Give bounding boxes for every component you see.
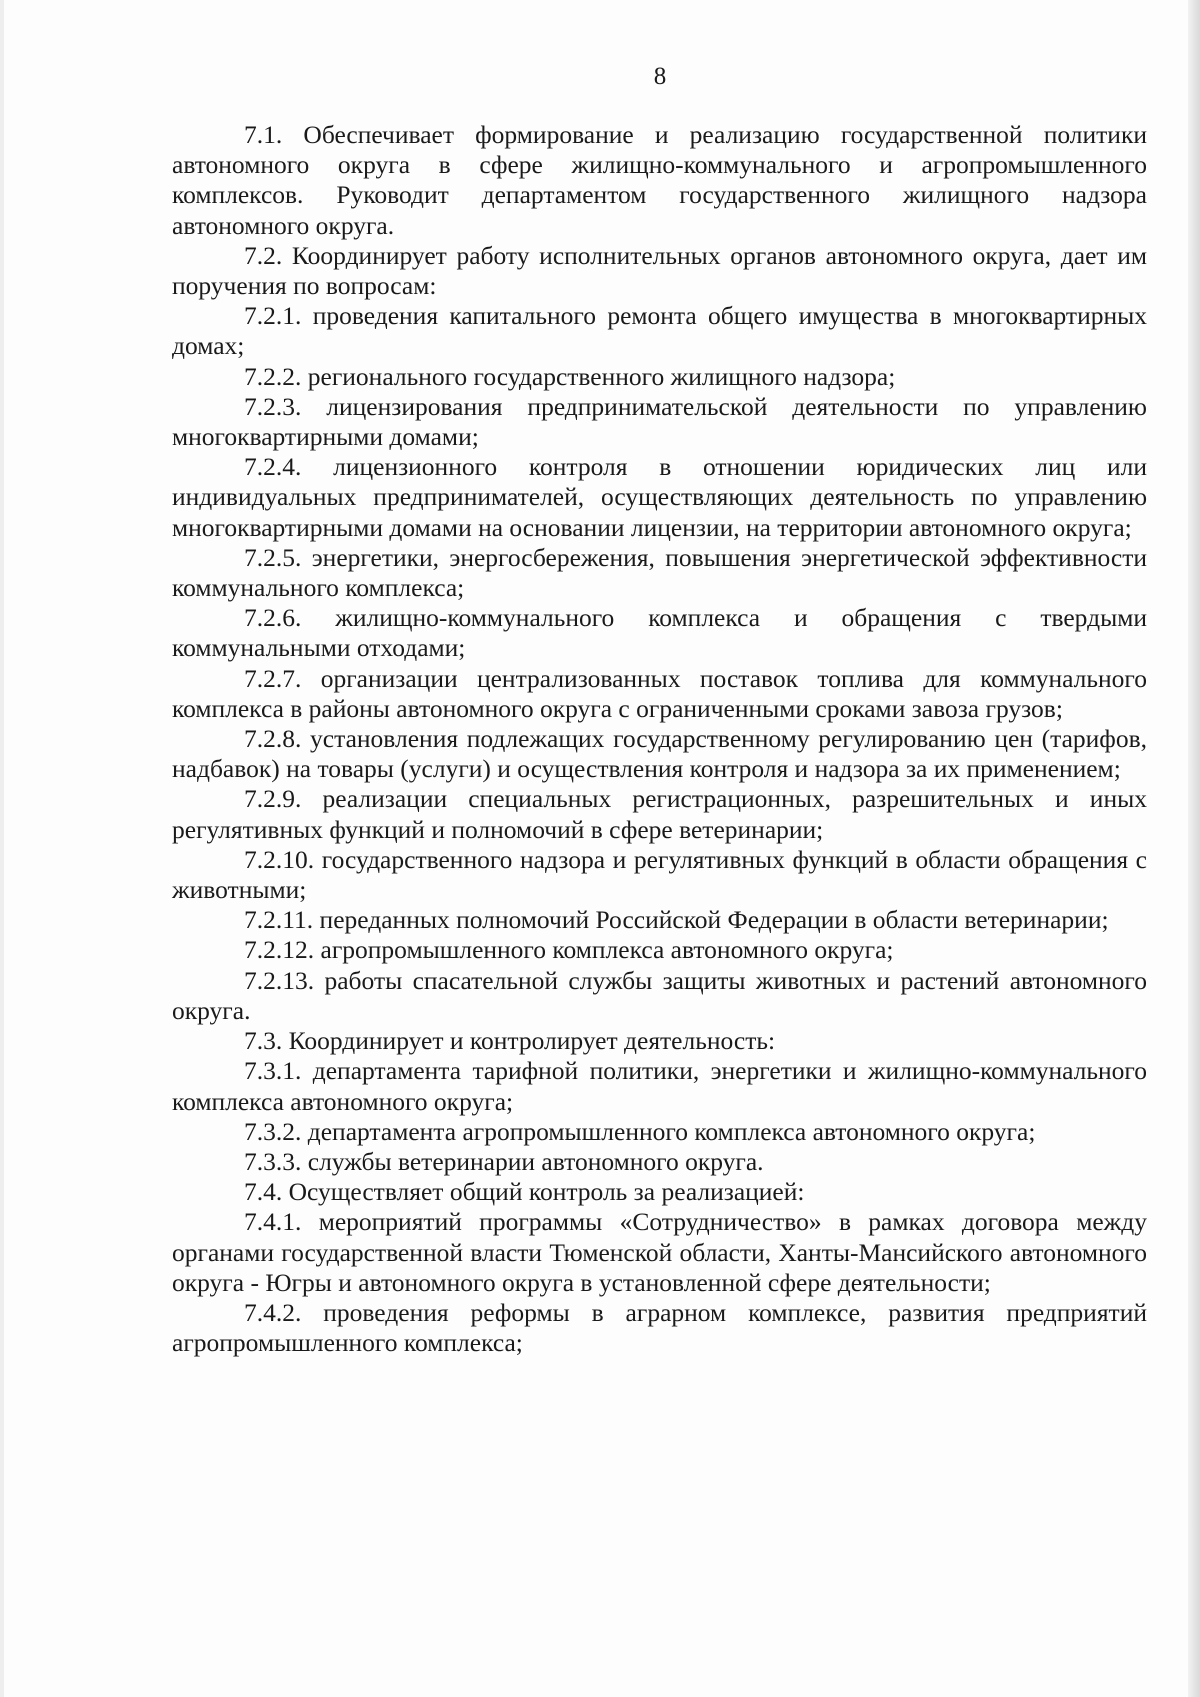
page-right-edge <box>1188 0 1200 1697</box>
paragraph-7-3-3: 7.3.3. службы ветеринарии автономного округа. <box>244 1146 764 1176</box>
paragraph-7-2-10: 7.2.10. государственного надзора и регулятивных функций в области обращения с животными; <box>172 844 1147 905</box>
paragraph-7-3: 7.3. Координирует и контролирует деятельность: <box>244 1026 776 1056</box>
page-number: 8 <box>653 63 667 90</box>
paragraph-7-2-3: 7.2.3. лицензирования предпринимательской деятельности по управлению многоквартирными домами; <box>172 391 1147 452</box>
paragraph-7-2-9: 7.2.9. реализации специальных регистрационных, разрешительных и иных регулятивных функций и полномочий в сфере ветеринарии; <box>172 784 1147 844</box>
paragraph-7-2-1: 7.2.1. проведения капитального ремонта общего имущества в многоквартирных домах; <box>172 301 1147 361</box>
paragraph-7-3-1: 7.3.1. департамента тарифной политики, энергетики и жилищно-коммунального комплекса автономного округа; <box>172 1056 1147 1116</box>
paragraph-7-2-11: 7.2.11. переданных полномочий Российской Федерации в области ветеринарии; <box>244 905 1109 935</box>
paragraph-7-2-12: 7.2.12. агропромышленного комплекса автономного округа; <box>244 935 894 965</box>
paragraph-7-2-2: 7.2.2. регионального государственного жилищного надзора; <box>244 361 896 391</box>
paragraph-7-3-2: 7.3.2. департамента агропромышленного комплекса автономного округа; <box>244 1116 1036 1146</box>
paragraph-7-2-8: 7.2.8. установления подлежащих государственному регулированию цен (тарифов, надбавок) на товары (услуги) и осуществления контроля и надзора за их применением; <box>172 724 1147 784</box>
page-left-edge <box>0 0 4 1697</box>
paragraph-7-2: 7.2. Координирует работу исполнительных органов автономного округа, дает им поручения по вопросам: <box>172 240 1147 301</box>
paragraph-7-4-1: 7.4.1. мероприятий программы «Сотрудничество» в рамках договора между органами государственной власти Тюменской области, Ханты-Мансийского автономного округа - Югры и автономного округа в установленной сфере деятельности; <box>172 1207 1147 1297</box>
paragraph-7-4: 7.4. Осуществляет общий контроль за реализацией: <box>244 1177 805 1207</box>
paragraph-7-2-7: 7.2.7. организации централизованных поставок топлива для коммунального комплекса в районы автономного округа с ограниченными сроками завоза грузов; <box>172 663 1147 723</box>
paragraph-7-2-6: 7.2.6. жилищно-коммунального комплекса и обращения с твердыми коммунальными отходами; <box>172 603 1147 663</box>
paragraph-7-2-4: 7.2.4. лицензионного контроля в отношении юридических лиц или индивидуальных предпринимателей, осуществляющих деятельность по управлению многоквартирными домами на основании лицензии, на территории автономного округа; <box>172 452 1147 542</box>
paragraph-7-1: 7.1. Обеспечивает формирование и реализацию государственной политики автономного округа в сфере жилищно-коммунального и агропромышленного комплексов. Руководит департаментом государственного жилищного надзора автономного округа. <box>172 120 1147 240</box>
document-body <box>172 120 1147 1358</box>
paragraph-7-2-5: 7.2.5. энергетики, энергосбережения, повышения энергетической эффективности коммунального комплекса; <box>172 542 1147 603</box>
paragraph-7-4-2: 7.4.2. проведения реформы в аграрном комплексе, развития предприятий агропромышленного комплекса; <box>172 1297 1147 1358</box>
paragraph-7-2-13: 7.2.13. работы спасательной службы защиты животных и растений автономного округа. <box>172 965 1147 1025</box>
